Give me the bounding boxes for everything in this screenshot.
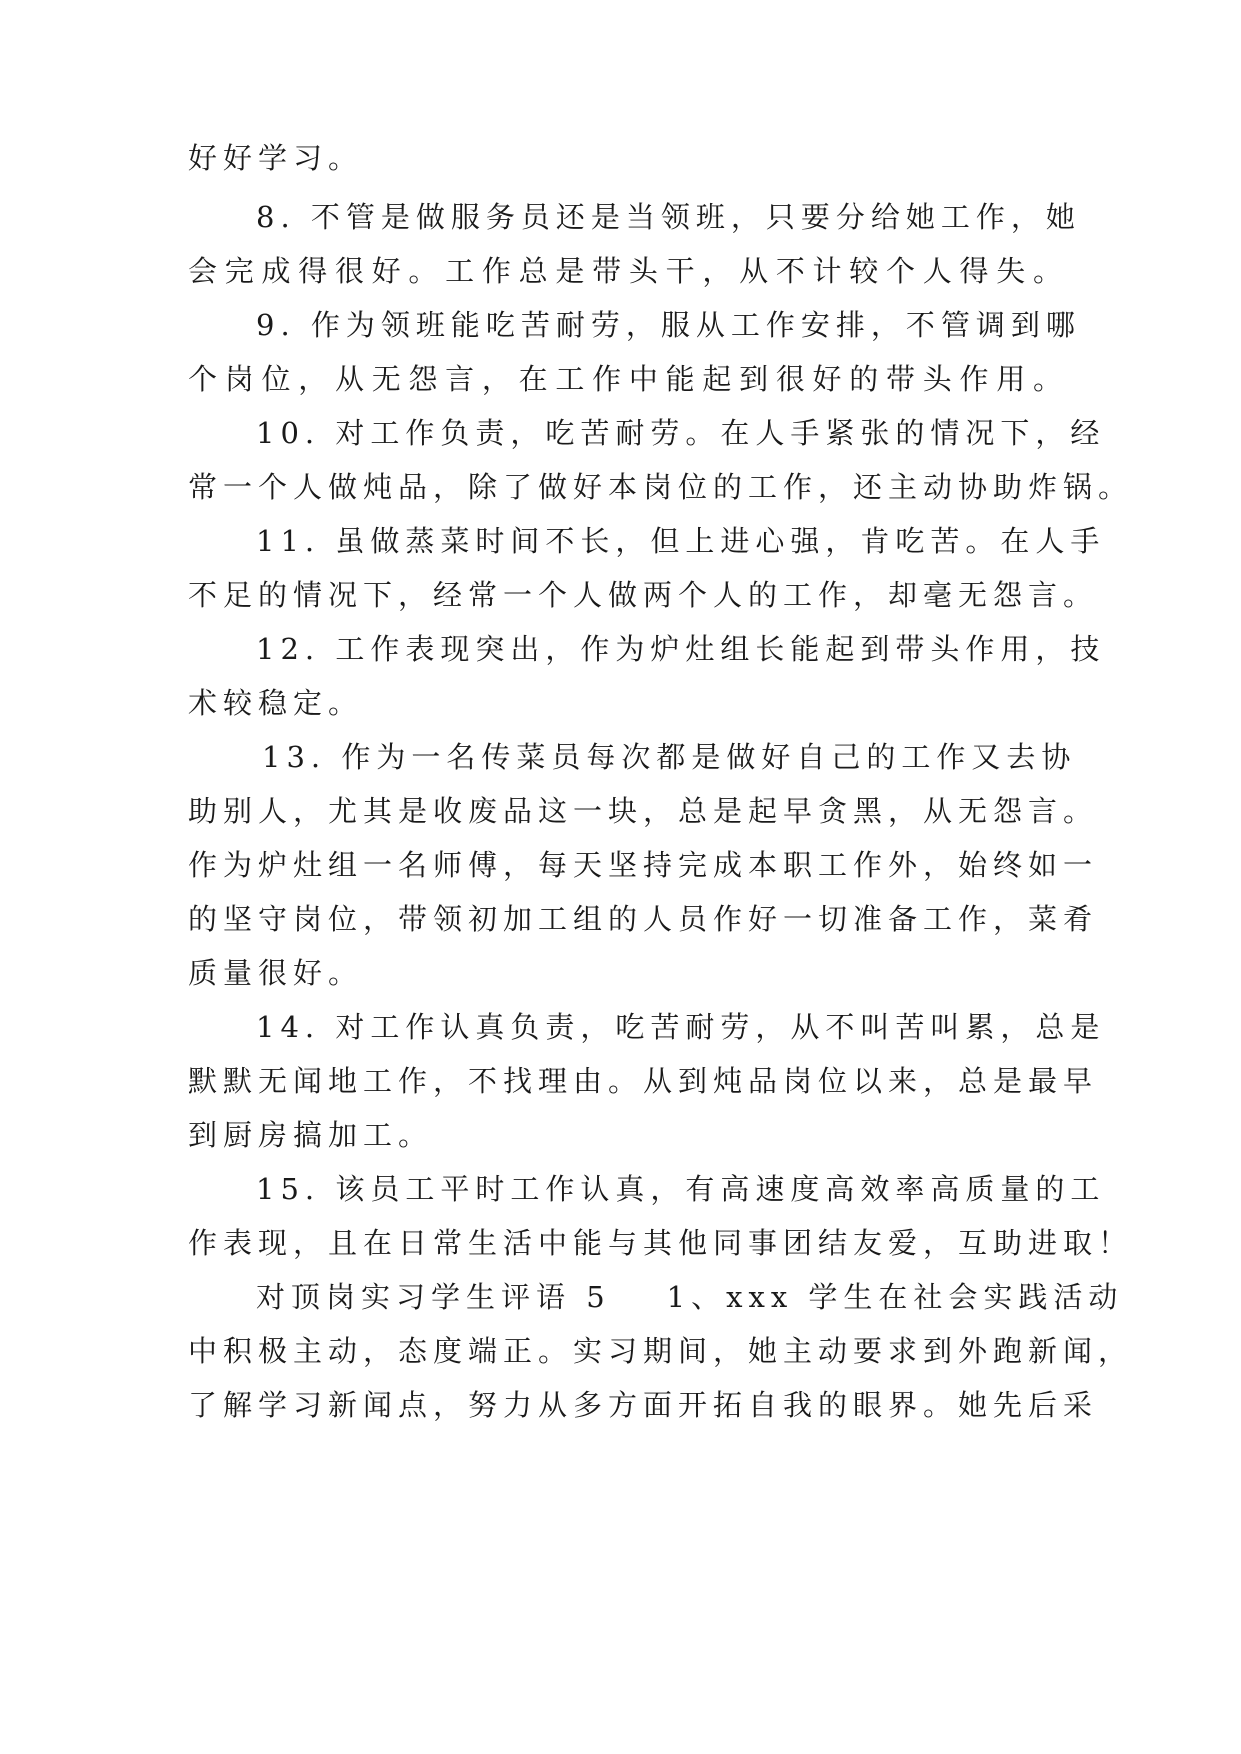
text-line: 到厨房搞加工。: [188, 1118, 434, 1152]
text-line: 助别人，尤其是收废品这一块，总是起早贪黑，从无怨言。: [188, 794, 1099, 828]
text-line: 13. 作为一名传菜员每次都是做好自己的工作又去协: [262, 740, 1077, 774]
text-line: 不足的情况下，经常一个人做两个人的工作，却毫无怨言。: [188, 578, 1099, 612]
text-line: 11. 虽做蒸菜时间不长，但上进心强，肯吃苦。在人手: [256, 524, 1106, 558]
text-line: 质量很好。: [188, 956, 364, 990]
text-segment: 1、xxx 学生在社会实践活动: [666, 1280, 1124, 1314]
text-line: 10. 对工作负责，吃苦耐劳。在人手紧张的情况下，经: [256, 416, 1106, 450]
text-line: 14. 对工作认真负责，吃苦耐劳，从不叫苦叫累，总是: [256, 1010, 1106, 1044]
text-line: 常一个人做炖品，除了做好本岗位的工作，还主动协助炸锅。: [188, 470, 1134, 504]
text-line: 中积极主动，态度端正。实习期间，她主动要求到外跑新闻，: [188, 1334, 1134, 1368]
text-line: 作为炉灶组一名师傅，每天坚持完成本职工作外，始终如一: [188, 848, 1099, 882]
text-line: 15. 该员工平时工作认真，有高速度高效率高质量的工: [256, 1172, 1106, 1206]
text-line: 作表现，且在日常生活中能与其他同事团结友爱，互助进取！: [188, 1226, 1134, 1260]
text-line: 好好学习。: [188, 141, 364, 175]
text-line: 的坚守岗位，带领初加工组的人员作好一切准备工作，菜肴: [188, 902, 1099, 936]
text-line: 术较稳定。: [188, 686, 364, 720]
text-line: 8. 不管是做服务员还是当领班，只要分给她工作，她: [256, 200, 1081, 234]
section-heading: 对顶岗实习学生评语 5: [256, 1280, 611, 1314]
text-line: 12. 工作表现突出，作为炉灶组长能起到带头作用，技: [256, 632, 1106, 666]
text-line: [256, 1277, 1124, 1317]
text-line: 默默无闻地工作，不找理由。从到炖品岗位以来，总是最早: [188, 1064, 1099, 1098]
text-line: 个岗位，从无怨言，在工作中能起到很好的带头作用。: [188, 362, 1068, 396]
text-line: 9. 作为领班能吃苦耐劳，服从工作安排，不管调到哪: [256, 308, 1081, 342]
text-line: 会完成得很好。工作总是带头干，从不计较个人得失。: [188, 254, 1068, 288]
text-line: 了解学习新闻点，努力从多方面开拓自我的眼界。她先后采: [188, 1388, 1099, 1422]
